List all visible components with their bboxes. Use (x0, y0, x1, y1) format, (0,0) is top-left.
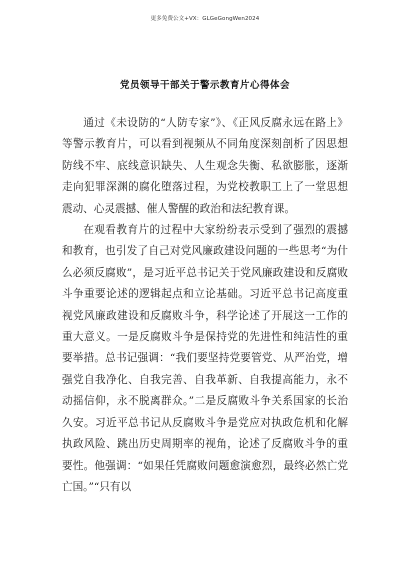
document-title: 党员领导干部关于警示教育片心得体会 (119, 80, 290, 91)
header-note: 更多免费公文+VX：GLGeGongWen2024 (150, 16, 260, 22)
paragraph: 在观看教育片的过程中大家纷纷表示受到了强烈的震撼和教育，也引发了自己对党风廉政建设问题的一些思考“为什么必须反腐败”，是习近平总书记关于党风廉政建设和反腐败斗争重要论述的逻辑起点和立论基础。习近平总书记高度重视党风廉政建设和反腐败斗争，科学论述了开展这一工作的重大意义。一是反腐败斗争是保持党的先进性和纯洁性的重要举措。总书记强调：“我们要坚持党要管党、从严治党，增强党自我净化、自我完善、自我革新、自我提高能力，永不动摇信仰，永不脱离群众。”二是反腐败斗争关系国家的长治久安。习近平总书记从反腐败斗争是党应对执政危机和化解执政风险、跳出历史周期率的视角，论述了反腐败斗争的重要性。他强调：“如果任凭腐败问题愈演愈烈，最终必然亡党亡国。”“只有以 (62, 224, 348, 493)
paragraph: 通过《未设防的“人防专家”》、《正风反腐永远在路上》等警示教育片，可以看到视频从不同角度深刻剖析了因思想防线不牢、底线意识缺失、人生观念失衡、私欲膨胀，逐渐走向犯罪深渊的腐化堕落过程，为党校教职工上了一堂思想震动、心灵震撼、催人警醒的政治和法纪教育课。 (62, 117, 348, 215)
document-body (62, 113, 348, 498)
